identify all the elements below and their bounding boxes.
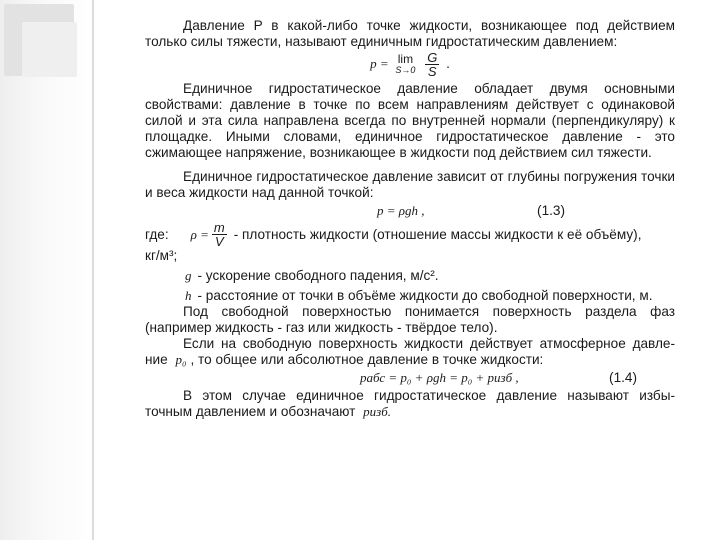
eq1-lim-word: lim — [397, 51, 414, 66]
h-symbol: h — [185, 288, 192, 303]
eq1-lhs: p = — [370, 56, 389, 72]
p-izb-symbol: pизб. — [363, 404, 392, 419]
eq13-number: (1.3) — [537, 203, 565, 218]
document-body — [145, 18, 675, 420]
h-description: - расстояние от точки в объёме жидкости до свободной поверхности, м. — [197, 288, 653, 303]
para-4: Под свободной поверхностью понимается поверхность раздела фаз (например жидкость - газ или жидкость - твёрдое тело). — [145, 304, 675, 335]
eq1-limit — [395, 51, 416, 76]
rho-numerator: m — [213, 220, 225, 235]
eq1-tail: . — [446, 56, 450, 72]
para-1-line-1: Давление P в какой-либо точке жидкости, возникающее под действием — [183, 18, 675, 33]
para-5 — [145, 336, 675, 368]
para-6-line-2-pre: точным давлением и обозначают — [145, 404, 356, 419]
rho-symbol: ρ = — [190, 226, 209, 242]
h-line — [145, 288, 675, 304]
equation-1-3 — [145, 203, 675, 219]
eq14-formula: pабс = p₀ + ρgh = p₀ + pизб , — [360, 370, 519, 385]
para-6-line-1: В этом случае единичное гидростатическое давление называют избы- — [183, 388, 675, 403]
decor-gradient — [0, 0, 98, 540]
rho-denominator: V — [214, 234, 224, 249]
left-decoration — [0, 0, 98, 540]
unit-line: кг/м³; — [145, 248, 178, 263]
eq1-denominator: S — [427, 64, 437, 79]
para-2: Единичное гидростатическое давление обладает двумя основными свойствами: давление в точке по всем направлениям действует с одинаковой силой и эта сила направлена всегда по внутренней нормали (перпендикуляру) к площадке. Иными словами, единичное гидростатическое давление - это сжимающее напряжение, возникающее в жидкости под действием сил тяжести. — [145, 81, 675, 160]
margin-line — [92, 0, 94, 540]
eq1-lim-sub: S→0 — [395, 64, 416, 75]
para-6 — [145, 388, 675, 420]
where-label: где: — [145, 226, 169, 242]
para-5-line-1: Если на свободную поверхность жидкости действует атмосферное давле- — [183, 336, 675, 351]
where-rho-line — [145, 221, 675, 248]
eq1-fraction — [425, 51, 439, 78]
eq13-formula: p = ρgh , — [377, 203, 425, 218]
p0-symbol: p₀ — [175, 352, 187, 367]
eq1-numerator: G — [427, 50, 438, 65]
decor-tile-inner — [22, 22, 77, 77]
g-symbol: g — [185, 268, 192, 283]
rho-fraction — [212, 221, 227, 248]
equation-1-4 — [145, 370, 675, 386]
rho-description: - плотность жидкости (отношение массы жидкости к её объёму), — [233, 226, 642, 242]
para-1 — [145, 18, 675, 50]
para-1-line-2: только силы тяжести, называют единичным гидростатическим давлением: — [145, 34, 618, 49]
g-description: - ускорение свободного падения, м/с². — [197, 268, 439, 283]
g-line — [145, 268, 675, 284]
eq14-number: (1.4) — [609, 370, 637, 385]
para-5-line-2-post: , то общее или абсолютное давление в точке жидкости: — [190, 352, 544, 367]
equation-unit-pressure — [145, 51, 675, 78]
para-5-line-2-pre: ние — [145, 352, 168, 367]
para-3: Единичное гидростатическое давление зависит от глубины погружения точки и веса жидкости над данной точкой: — [145, 169, 675, 200]
